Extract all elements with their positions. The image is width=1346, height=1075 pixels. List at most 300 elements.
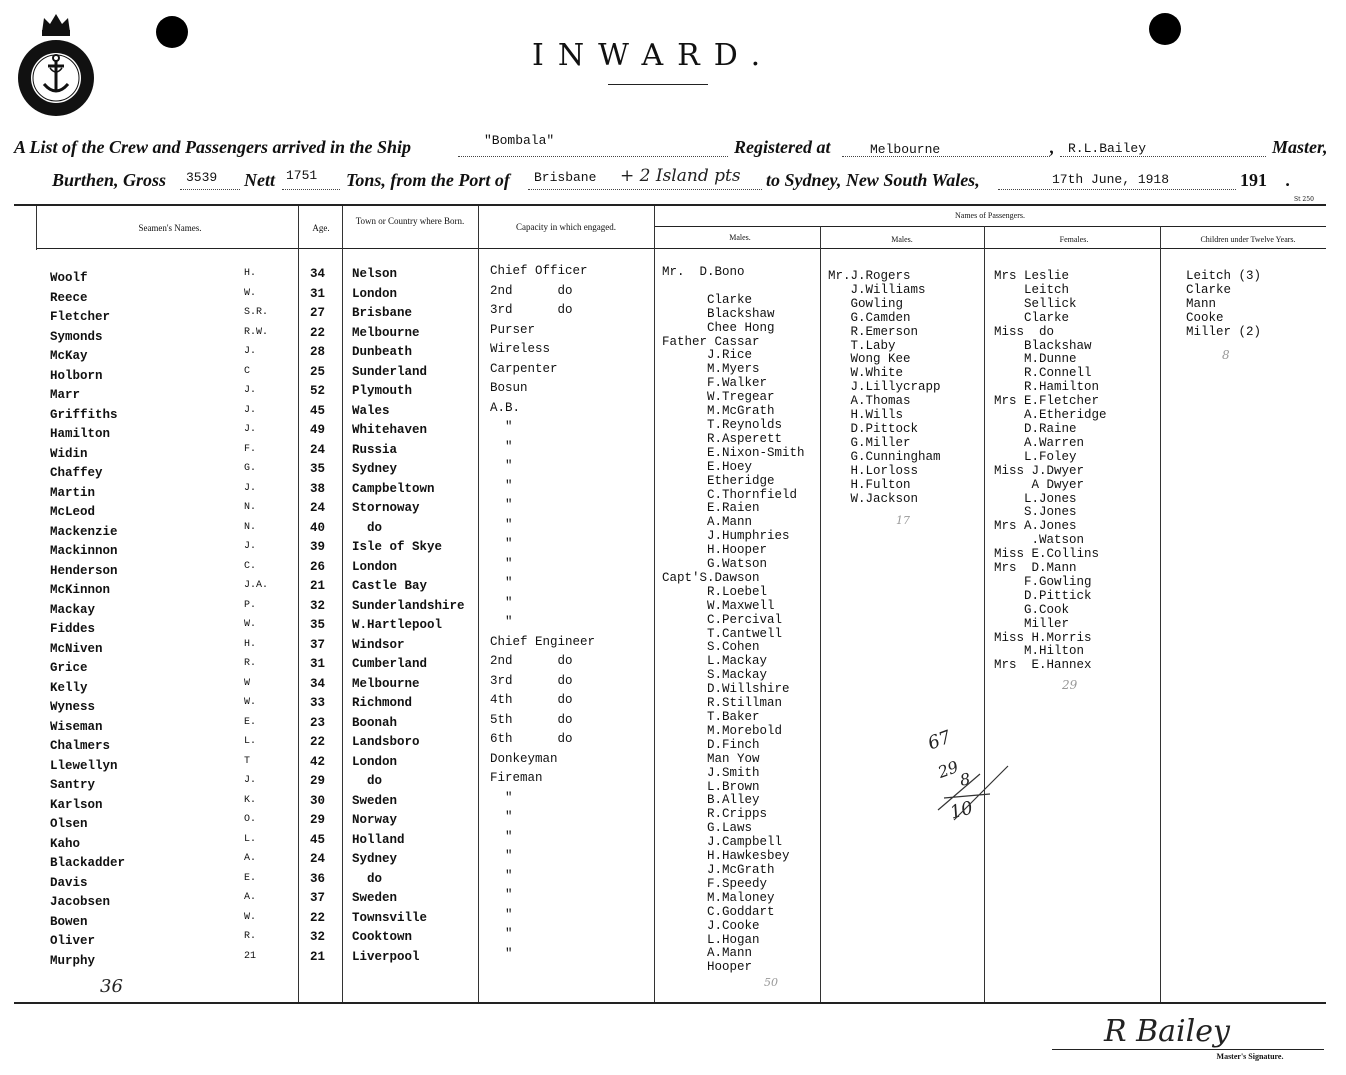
- crew-birthplace: Liverpool: [352, 949, 420, 964]
- crew-age-column: [310, 265, 325, 967]
- passenger-male: A.Mann: [662, 946, 753, 961]
- crew-initials: J.A.: [244, 580, 269, 591]
- crew-age: 34: [310, 676, 326, 691]
- passenger-female: S.Jones: [994, 505, 1077, 520]
- passenger-males-column-2: [828, 270, 941, 506]
- punch-hole-left: [156, 16, 188, 48]
- crew-capacity: ": [490, 849, 513, 863]
- passenger-male: C.Percival: [662, 612, 783, 627]
- crew-birthplace: Melbourne: [352, 325, 420, 340]
- crew-age: 34: [310, 267, 326, 281]
- crew-birthplace: Norway: [352, 813, 398, 827]
- crew-initials: T: [244, 755, 251, 767]
- crew-capacity: ": [490, 810, 513, 824]
- gross-tons: 3539: [186, 170, 218, 185]
- passenger-male: G.Miller: [828, 435, 911, 450]
- passenger-male: Blackshaw: [662, 306, 775, 321]
- crew-age: 39: [310, 540, 326, 554]
- passenger-female: F.Gowling: [994, 574, 1092, 589]
- registered-label: Registered at: [734, 137, 831, 157]
- table-bottom-rule: [14, 1002, 1326, 1004]
- passenger-male: D.Pittock: [828, 421, 919, 436]
- passenger-female: G.Cook: [994, 602, 1070, 617]
- crew-initials: S.R.: [244, 307, 269, 318]
- year-suffix: 191: [1240, 170, 1267, 190]
- crew-initials: J.: [244, 482, 257, 494]
- passenger-female: Miss H.Morris: [994, 630, 1092, 645]
- crew-initials: A.: [244, 892, 257, 903]
- crew-initials: P.: [244, 599, 257, 611]
- tally-note-29: 29: [935, 757, 961, 782]
- crew-birthplace: W.Hartlepool: [352, 618, 443, 632]
- crew-birthplace: Windsor: [352, 637, 405, 652]
- header-capacity: Capacity in which engaged.: [516, 222, 616, 232]
- crew-initials: W.: [244, 911, 257, 923]
- crew-capacity: Chief Engineer: [490, 634, 596, 649]
- crew-age: 36: [310, 871, 326, 886]
- crew-age: 22: [310, 325, 326, 340]
- crew-birthplace: Richmond: [352, 696, 413, 710]
- crew-surname: Wiseman: [50, 719, 103, 734]
- crew-capacity: 5th do: [490, 712, 573, 727]
- passenger-female: A Dwyer: [994, 477, 1085, 492]
- crew-initials: W: [244, 677, 251, 689]
- passenger-female: .Watson: [994, 533, 1085, 548]
- crew-birthplace: Sydney: [352, 462, 398, 476]
- header-passenger-names: Names of Passengers.: [955, 211, 1025, 220]
- crew-initials: W.: [244, 619, 257, 630]
- passenger-male: J.Smith: [662, 765, 760, 780]
- passenger-female: Mrs A.Jones: [994, 519, 1077, 534]
- crew-initials: F.: [244, 443, 257, 455]
- passenger-female: A.Etheridge: [994, 408, 1107, 423]
- crew-surname: Karlson: [50, 797, 103, 812]
- crew-capacity: ": [490, 829, 513, 844]
- crew-birthplace: Townsville: [352, 910, 428, 925]
- crew-birthplace: Dunbeath: [352, 345, 413, 359]
- passenger-male: T.Cantwell: [662, 626, 783, 641]
- passenger-female: L.Foley: [994, 449, 1077, 464]
- passenger-female: L.Jones: [994, 491, 1077, 506]
- crew-birthplace: Landsboro: [352, 735, 420, 749]
- passenger-male: [662, 280, 805, 294]
- col-divider-5: [654, 206, 655, 1002]
- crew-age: 31: [310, 657, 326, 671]
- crew-initials: J.: [244, 775, 257, 786]
- crew-capacity: ": [490, 946, 513, 961]
- signature-label: Master's Signature.: [1216, 1052, 1284, 1061]
- crew-age: 29: [310, 813, 326, 827]
- crew-capacity: ": [490, 868, 513, 883]
- passenger-male: L.Hogan: [662, 932, 760, 947]
- crew-capacity-column: [490, 262, 595, 964]
- crew-initials: R.: [244, 931, 257, 942]
- crew-age: 27: [310, 306, 326, 320]
- crew-surname: Symonds: [50, 329, 103, 344]
- crew-age: 45: [310, 832, 326, 847]
- crew-initials: K.: [244, 794, 257, 806]
- crew-surname: Chaffey: [50, 466, 103, 480]
- crew-surname: Oliver: [50, 934, 96, 948]
- crew-capacity: Chief Officer: [490, 264, 588, 278]
- crew-surname: Chalmers: [50, 739, 111, 753]
- crew-birthplace: Melbourne: [352, 676, 420, 691]
- header-age: Age.: [312, 223, 330, 233]
- crew-initials: A.: [244, 853, 257, 864]
- passenger-male: J.Williams: [828, 282, 926, 297]
- punch-hole-right: [1149, 13, 1181, 45]
- children-tally: 8: [1222, 348, 1230, 362]
- passenger-male: C.Thornfield: [662, 487, 798, 502]
- passenger-male: M.Maloney: [662, 890, 775, 905]
- crew-capacity: ": [490, 595, 513, 610]
- passenger-male: Wong Kee: [828, 352, 911, 367]
- nett-label: Nett: [244, 170, 275, 190]
- passenger-male: F.Walker: [662, 376, 768, 391]
- crew-capacity: ": [490, 927, 513, 941]
- crew-initials: E.: [244, 872, 257, 884]
- passenger-male: F.Speedy: [662, 876, 768, 891]
- col-divider-4: [478, 206, 479, 1002]
- passenger-male: A.Thomas: [828, 394, 911, 409]
- crew-capacity: ": [490, 459, 513, 473]
- crew-initials: R.: [244, 658, 257, 669]
- crew-capacity: ": [490, 556, 513, 571]
- crew-surname: Santry: [50, 778, 96, 792]
- crew-capacity: ": [490, 615, 513, 629]
- header-males-2: Males.: [891, 235, 913, 244]
- master-name: R.L.Bailey: [1068, 141, 1147, 156]
- crew-surname: McKay: [50, 349, 88, 363]
- header-bottom-rule: [36, 248, 1326, 249]
- crew-initials: W.: [244, 287, 257, 299]
- passenger-male: H.Hawkesbey: [662, 849, 790, 864]
- crew-birthplace: Campbeltown: [352, 481, 435, 496]
- tally-note-67: 67: [925, 726, 954, 755]
- crew-surname: Llewellyn: [50, 758, 118, 773]
- passenger-males-column-1: [662, 266, 805, 975]
- crew-birthplace: Boonah: [352, 715, 398, 730]
- passenger-female: A.Warren: [994, 435, 1085, 450]
- crew-birthplace: Plymouth: [352, 384, 413, 398]
- crew-capacity: Bosun: [490, 381, 528, 395]
- col-divider-8: [1160, 226, 1161, 1002]
- crew-initials: C: [244, 365, 251, 377]
- passenger-male: T.Baker: [662, 710, 760, 724]
- crew-surname: McLeod: [50, 505, 96, 519]
- crew-surname: Widin: [50, 446, 88, 461]
- crew-initials: N.: [244, 521, 257, 533]
- master-label: Master,: [1272, 137, 1328, 157]
- passenger-male: S.Mackay: [662, 668, 768, 683]
- crew-birthplace: London: [352, 754, 398, 769]
- crew-age: 24: [310, 501, 326, 515]
- crew-surname: Kaho: [50, 836, 81, 851]
- crew-capacity: A.B.: [490, 400, 521, 415]
- crew-initials: N.: [244, 502, 257, 513]
- col-divider-1: [36, 206, 37, 250]
- crew-birthplace: Holland: [352, 832, 405, 847]
- crew-initials: J.: [244, 346, 257, 357]
- passenger-male: H.Hooper: [662, 543, 768, 558]
- crew-capacity: ": [490, 517, 513, 532]
- crew-surname: Hamilton: [50, 427, 111, 441]
- nett-line: [282, 189, 340, 190]
- crew-surname: Davis: [50, 875, 88, 890]
- passenger-male: D.Willshire: [662, 682, 790, 697]
- crew-birthplace: Nelson: [352, 267, 398, 281]
- crew-surname: Olsen: [50, 817, 88, 831]
- crew-surname: Marr: [50, 388, 81, 402]
- col-divider-7: [984, 226, 985, 1002]
- crew-age: 52: [310, 384, 326, 398]
- passenger-male: M.McGrath: [662, 404, 775, 419]
- crew-surname: Mackay: [50, 602, 96, 617]
- crew-birthplace: Russia: [352, 442, 398, 457]
- passenger-male: W.White: [828, 366, 904, 381]
- crew-surname: Fletcher: [50, 310, 111, 324]
- passenger-male: W.Tregear: [662, 390, 775, 405]
- crew-surname: Murphy: [50, 953, 96, 968]
- passenger-male: R.Asperett: [662, 431, 783, 446]
- crew-surname: Henderson: [50, 563, 118, 578]
- passenger-female: Mrs Leslie: [994, 269, 1070, 283]
- ship-name-line: [458, 156, 728, 157]
- crew-initials: J.: [244, 541, 257, 552]
- passenger-male: G.Camden: [828, 310, 911, 325]
- passenger-female: Miller: [994, 616, 1070, 631]
- table-top-rule: [14, 204, 1326, 206]
- crew-initials: C.: [244, 560, 257, 572]
- passenger-male: R.Loebel: [662, 584, 768, 599]
- crew-birthplace: do: [352, 871, 383, 886]
- passenger-head-rule: [654, 226, 1326, 227]
- crew-age: 33: [310, 696, 326, 710]
- crew-surname: Wyness: [50, 700, 96, 714]
- crew-capacity: Donkeyman: [490, 751, 558, 766]
- crew-surname: Griffiths: [50, 407, 118, 422]
- burthen-label: Burthen, Gross: [52, 170, 167, 190]
- crew-surname: Kelly: [50, 680, 88, 695]
- crew-capacity: 2nd do: [490, 283, 573, 298]
- crew-birthplace: London: [352, 559, 398, 574]
- header-females: Females.: [1059, 235, 1089, 244]
- passenger-female: Clarke: [994, 310, 1070, 325]
- crew-initials: O.: [244, 814, 257, 825]
- crew-capacity: Purser: [490, 322, 536, 337]
- gross-line: [180, 189, 240, 190]
- passenger-female: Blackshaw: [994, 338, 1092, 353]
- crew-initials: R.W.: [244, 326, 269, 338]
- passenger-male: J.Rice: [662, 348, 753, 363]
- crew-capacity: ": [490, 420, 513, 434]
- arrival-date: 17th June, 1918: [1052, 172, 1170, 187]
- passenger-male: W.Jackson: [828, 491, 919, 506]
- crew-capacity: 6th do: [490, 732, 573, 746]
- tally-note-10: 10: [947, 797, 976, 824]
- crew-age: 26: [310, 559, 326, 574]
- crew-surname: Holborn: [50, 368, 103, 383]
- crew-age: 40: [310, 520, 326, 535]
- crew-capacity: ": [490, 478, 513, 493]
- crew-birthplace: do: [352, 774, 383, 788]
- passenger-male: Capt'S.Dawson: [662, 570, 760, 585]
- crew-capacity: Carpenter: [490, 361, 558, 376]
- master-signature: R Bailey: [1104, 1014, 1230, 1049]
- crew-age: 32: [310, 598, 326, 613]
- crew-birthplace: Wales: [352, 403, 390, 418]
- crew-birthplace: Castle Bay: [352, 579, 428, 593]
- crew-initials: L.: [244, 736, 257, 747]
- crew-capacity: ": [490, 576, 513, 590]
- passenger-male: Father Cassar: [662, 334, 760, 349]
- shipping-masters-seal-icon: [14, 6, 98, 122]
- crew-birthplace: Sydney: [352, 852, 398, 866]
- crew-capacity: Fireman: [490, 771, 543, 785]
- crew-birthplace: Cumberland: [352, 657, 428, 671]
- passenger-female: Mrs D.Mann: [994, 561, 1077, 576]
- crew-age: 38: [310, 481, 326, 496]
- crew-age: 45: [310, 403, 326, 418]
- passenger-females-column: [994, 270, 1107, 673]
- crew-capacity: 4th do: [490, 693, 573, 707]
- col-divider-6: [820, 226, 821, 1002]
- crew-birthplace: Sweden: [352, 891, 398, 905]
- passenger-child: Clarke: [1186, 282, 1232, 297]
- crew-surname: McKinnon: [50, 583, 111, 597]
- crew-age: 31: [310, 286, 326, 301]
- comma: ,: [1050, 137, 1055, 157]
- crew-surname: Mackenzie: [50, 524, 118, 539]
- header-town-born: Town or Country where Born.: [355, 216, 465, 226]
- crew-age: 21: [310, 579, 326, 593]
- crew-birthplace: London: [352, 286, 398, 301]
- passenger-male: M.Myers: [662, 362, 760, 377]
- crew-birthplace: Brisbane: [352, 306, 413, 320]
- crew-birthplace: Whitehaven: [352, 423, 428, 437]
- crew-capacity: 2nd do: [490, 654, 573, 668]
- crew-capacity: 3rd do: [490, 303, 573, 317]
- crew-birthplace: Cooktown: [352, 930, 413, 944]
- passenger-male: R.Cripps: [662, 807, 768, 822]
- crew-initials: W.: [244, 697, 257, 708]
- to-label: to Sydney, New South Wales,: [766, 170, 980, 190]
- master-name-line: [1060, 156, 1266, 157]
- passenger-male: J.Cooke: [662, 918, 760, 933]
- crew-birthplace: Sunderlandshire: [352, 598, 465, 613]
- crew-birthplace: Sunderland: [352, 364, 428, 379]
- tons-from-label: Tons, from the Port of: [346, 170, 510, 190]
- crew-initials: J.: [244, 404, 257, 416]
- crew-birthplace: Isle of Skye: [352, 540, 443, 554]
- crew-initials: J.: [244, 424, 257, 435]
- passenger-male: A.Mann: [662, 515, 753, 530]
- passenger-female: R.Hamilton: [994, 380, 1100, 395]
- passenger-female: Miss E.Collins: [994, 547, 1100, 562]
- passenger-male: J.McGrath: [662, 862, 775, 877]
- passenger-male: G.Laws: [662, 821, 753, 836]
- crew-age: 28: [310, 345, 326, 359]
- females-tally: 29: [1062, 678, 1078, 692]
- passenger-male: G.Cunningham: [828, 449, 941, 464]
- crew-initials: H.: [244, 638, 257, 650]
- passenger-male: W.Maxwell: [662, 598, 775, 613]
- crew-initials-column: [244, 264, 268, 966]
- signature-line: [1052, 1049, 1324, 1050]
- passenger-female: M.Hilton: [994, 644, 1085, 659]
- title-underline: [608, 84, 708, 85]
- passenger-female: R.Connell: [994, 366, 1092, 381]
- crew-age: 32: [310, 930, 326, 944]
- crew-surname: Grice: [50, 661, 88, 675]
- crew-age: 35: [310, 462, 326, 476]
- passenger-male: L.Mackay: [662, 654, 768, 669]
- crew-age: 35: [310, 618, 326, 632]
- passenger-male: Chee Hong: [662, 320, 775, 335]
- crew-age: 22: [310, 735, 326, 749]
- passenger-male: R.Stillman: [662, 696, 783, 711]
- passenger-male: H.Lorloss: [828, 463, 919, 478]
- crew-surname-column: [50, 269, 125, 971]
- passenger-child: Mann: [1186, 296, 1217, 311]
- passenger-male: L.Brown: [662, 779, 760, 794]
- passenger-male: J.Lillycrapp: [828, 380, 941, 395]
- passenger-child: Miller (2): [1186, 324, 1262, 339]
- crew-initials: 21: [244, 950, 257, 962]
- page-title: INWARD.: [532, 38, 775, 73]
- registered-port: Melbourne: [870, 142, 941, 157]
- crew-age: 21: [310, 949, 326, 964]
- passenger-male: Gowling: [828, 296, 904, 311]
- header-seamen-names: Seamen's Names.: [138, 223, 202, 233]
- passenger-male: J.Campbell: [662, 835, 783, 850]
- crew-surname: McNiven: [50, 641, 103, 656]
- crew-capacity: 3rd do: [490, 673, 573, 688]
- year-dot: .: [1286, 170, 1291, 190]
- crew-capacity: ": [490, 907, 513, 922]
- col-divider-2: [298, 206, 299, 1002]
- passenger-male: H.Wills: [828, 408, 904, 423]
- header-males-1: Males.: [729, 233, 751, 242]
- port-line: [528, 189, 762, 190]
- passenger-male: S.Cohen: [662, 640, 760, 655]
- crew-age: 42: [310, 754, 326, 769]
- crew-age: 24: [310, 852, 326, 866]
- crew-age: 25: [310, 364, 326, 379]
- crew-age: 30: [310, 793, 326, 808]
- crew-initials: J.: [244, 385, 257, 396]
- col-divider-3: [342, 206, 343, 1002]
- crew-capacity: ": [490, 888, 513, 902]
- passenger-male: Hooper: [662, 960, 753, 975]
- passenger-male: E.Raien: [662, 501, 760, 516]
- passenger-male: Clarke: [662, 292, 753, 307]
- crew-age: 22: [310, 910, 326, 925]
- passenger-male: Mr. D.Bono: [662, 265, 745, 279]
- passenger-female: Miss J.Dwyer: [994, 463, 1085, 478]
- crew-surname: Woolf: [50, 271, 88, 285]
- passenger-male: Mr.J.Rogers: [828, 269, 911, 283]
- crew-capacity: ": [490, 790, 513, 805]
- crew-surname: Blackadder: [50, 856, 126, 870]
- crew-birthplace: Stornoway: [352, 501, 420, 515]
- passenger-male: M.Morebold: [662, 723, 783, 738]
- passenger-male: H.Fulton: [828, 477, 911, 492]
- crew-surname: Reece: [50, 290, 88, 305]
- crew-birthplace-column: [352, 265, 465, 967]
- passenger-child: Leitch (3): [1186, 269, 1262, 283]
- crew-surname: Martin: [50, 485, 96, 500]
